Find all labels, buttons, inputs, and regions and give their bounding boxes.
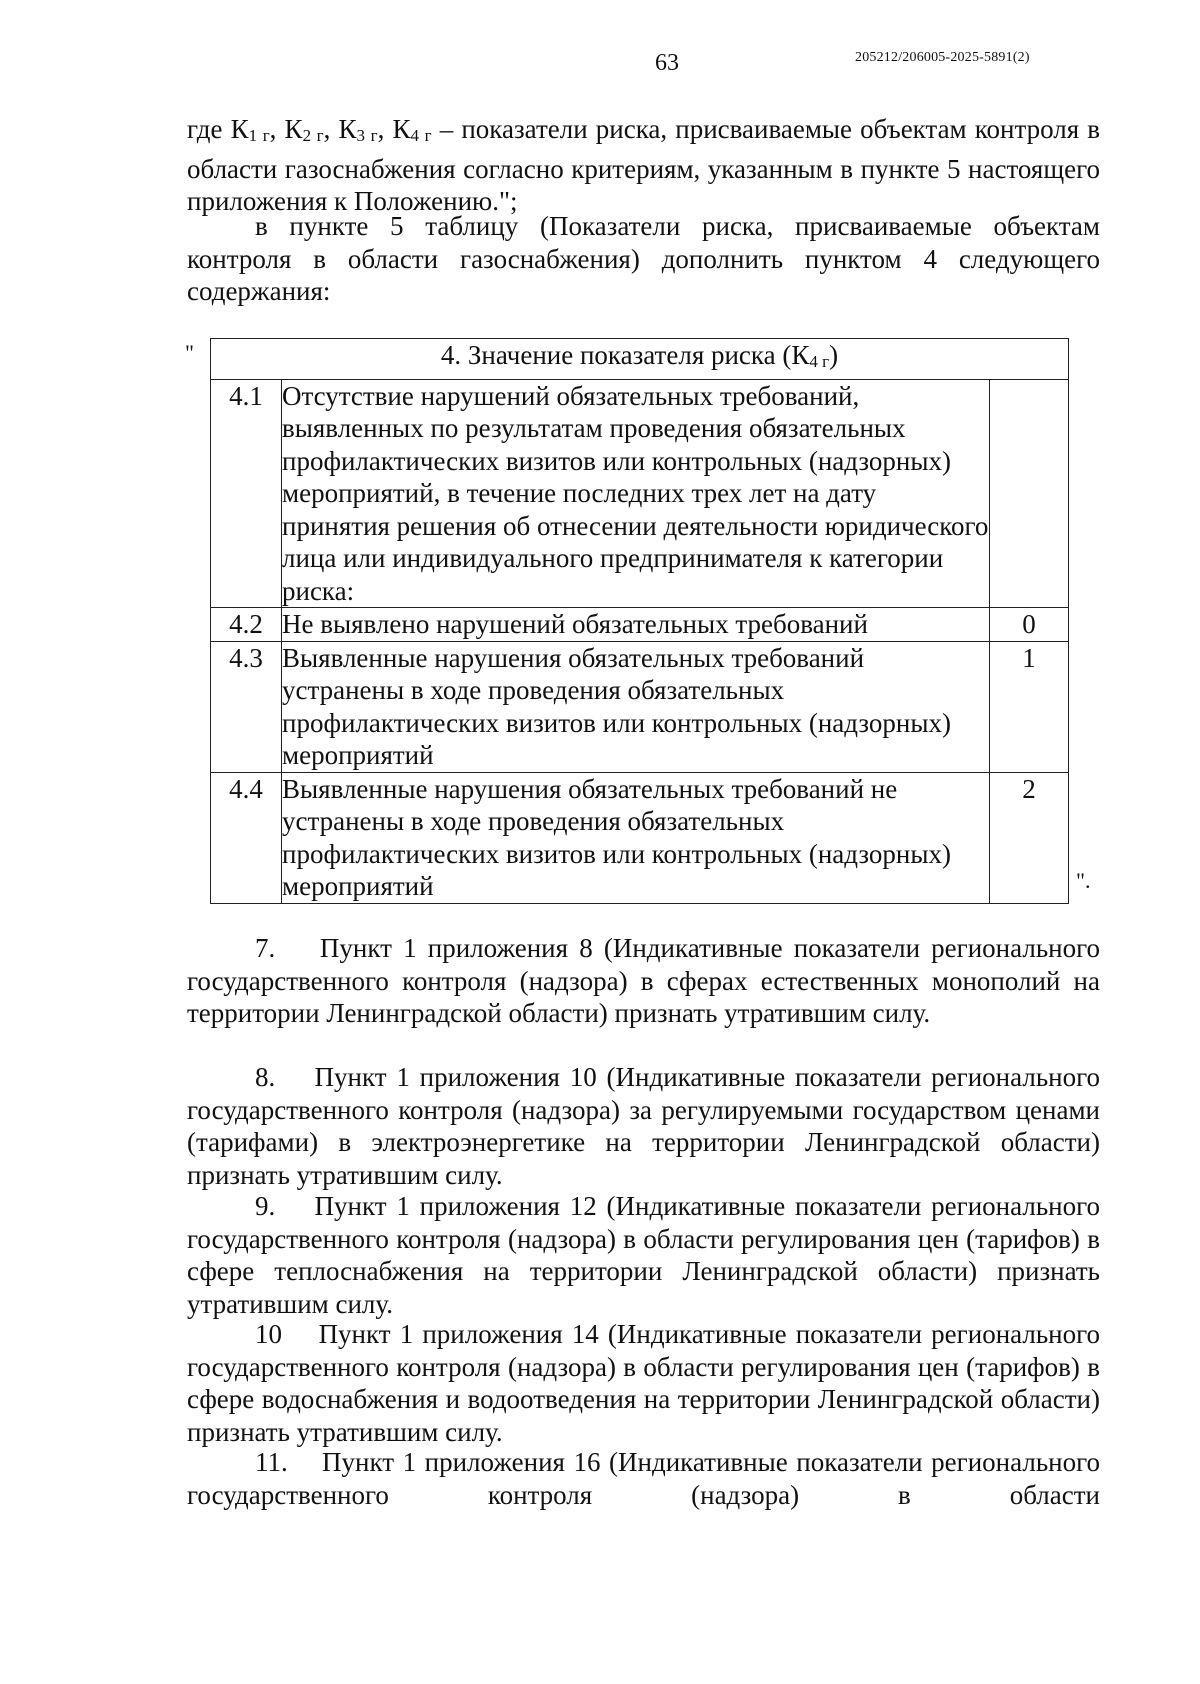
- table-title: 4. Значение показателя риска (К4 г): [211, 339, 1069, 380]
- row-value: 0: [990, 608, 1069, 642]
- page-number: 63: [655, 50, 679, 76]
- list-item: 7. Пункт 1 приложения 8 (Индикативные показатели регионального государственного контроля (надзора) в сферах естественных монополий на территории Ленинградской области) признать утратившим силу.: [187, 933, 1100, 1028]
- row-value: [990, 379, 1069, 608]
- closing-quote: ".: [1076, 868, 1091, 893]
- row-number: 4.3: [211, 641, 282, 772]
- row-number: 4.2: [211, 608, 282, 642]
- table-header-row: [211, 339, 1069, 380]
- table-row: [211, 379, 1069, 608]
- list-item: 11. Пункт 1 приложения 16 (Индикативные показатели регионального государственного контроля (надзора) в области: [187, 1447, 1100, 1510]
- row-text: Выявленные нарушения обязательных требований устранены в ходе проведения обязательных профилактических визитов или контрольных (надзорных) мероприятий: [282, 641, 990, 772]
- document-id: 205212/206005-2025-5891(2): [855, 50, 1030, 65]
- intro-paragraph: где К1 г, К2 г, К3 г, К4 г – показатели риска, присваиваемые объектам контроля в области газоснабжения согласно критериям, указанным в пункте 5 настоящего приложения к Положению.";: [187, 114, 1100, 216]
- row-number: 4.1: [211, 379, 282, 608]
- row-value: 1: [990, 641, 1069, 772]
- row-text: Выявленные нарушения обязательных требований не устранены в ходе проведения обязательных профилактических визитов или контрольных (надзорных) мероприятий: [282, 772, 990, 903]
- list-item: 10 Пункт 1 приложения 14 (Индикативные показатели регионального государственного контроля (надзора) в области регулирования цен (тарифов) в сфере водоснабжения и водоотведения на территории Ленинградской области) признать утратившим силу.: [187, 1319, 1101, 1447]
- row-number: 4.4: [211, 772, 282, 903]
- table-row: [211, 772, 1069, 903]
- amendment-paragraph: в пункте 5 таблицу (Показатели риска, присваиваемые объектам контроля в области газоснабжения) дополнить пунктом 4 следующего содержания:: [187, 211, 1100, 306]
- row-text: Отсутствие нарушений обязательных требований, выявленных по результатам проведения обязательных профилактических визитов или контрольных (надзорных) мероприятий, в течение последних трех лет на дату принятия решения об отнесении деятельности юридического лица или индивидуального предпринимателя к категории риска:: [282, 380, 989, 606]
- row-value: 2: [990, 772, 1069, 903]
- opening-quote: ": [185, 340, 194, 365]
- list-item: 8. Пункт 1 приложения 10 (Индикативные показатели регионального государственного контроля (надзора) за регулируемыми государством ценами (тарифами) в электроэнергетике на территории Ленинградской области) признать утратившим силу.: [187, 1062, 1100, 1190]
- row-text: Не выявлено нарушений обязательных требований: [282, 608, 990, 642]
- list-item: 9. Пункт 1 приложения 12 (Индикативные показатели регионального государственного контроля (надзора) в области регулирования цен (тарифов) в сфере теплоснабжения на территории Ленинградской области) признать утратившим силу.: [187, 1191, 1100, 1319]
- table-row: [211, 608, 1069, 642]
- risk-indicator-table: [210, 338, 1069, 904]
- table-row: [211, 641, 1069, 772]
